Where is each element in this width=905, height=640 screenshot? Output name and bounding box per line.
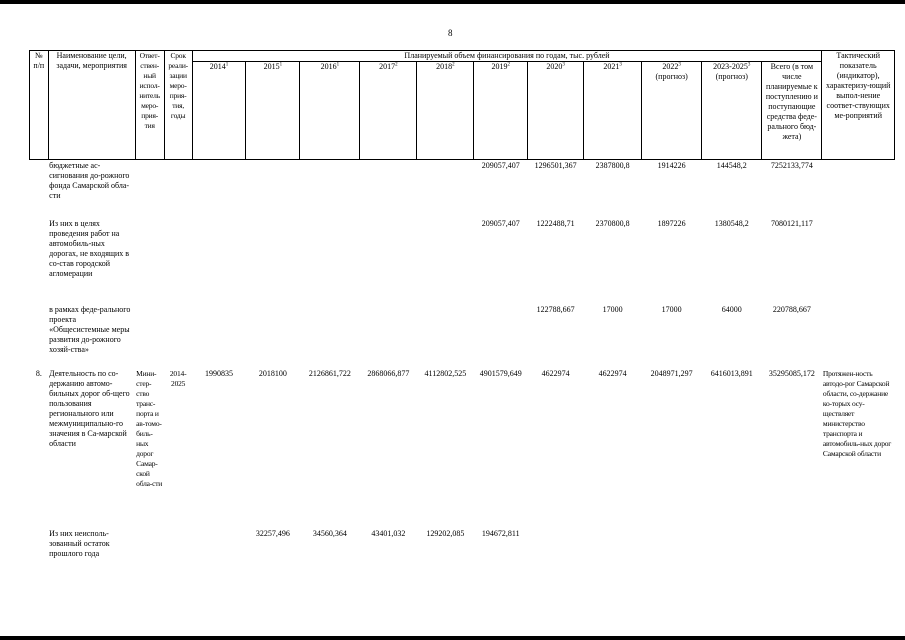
row-value: 4901579,649 [479, 368, 522, 378]
row-total: 220788,667 [772, 304, 811, 314]
year-footnote: 3 [562, 62, 565, 68]
row-value [474, 304, 528, 368]
row-executor [135, 218, 164, 304]
bottom-border [0, 636, 905, 640]
year-footnote: 2 [395, 62, 398, 68]
row-value: 4622974 [598, 368, 627, 378]
row-total: 7080121,117 [771, 218, 813, 228]
table-row [30, 218, 895, 304]
header-year [528, 62, 584, 160]
row-value: 1296501,367 [534, 161, 577, 170]
year-label: 2018 [436, 62, 453, 71]
row-term [164, 304, 192, 368]
year-footnote: 1 [279, 62, 283, 68]
header-year [360, 62, 417, 160]
row-executor [135, 528, 164, 568]
row-name: Деятельность по со-держанию автомо-бильных дорог об-щего пользования регионального или межмуниципально-го значения в Са-марской области [49, 368, 130, 448]
row-value [360, 160, 417, 218]
row-name: бюджетные ас-сигнования до-рожного фонда Самарской обла-сти [49, 161, 130, 200]
year-footnote: 3 [619, 62, 622, 68]
row-value: 32257,496 [255, 528, 290, 538]
row-number [30, 218, 49, 304]
year-footnote: 1 [225, 62, 229, 68]
header-year [300, 62, 360, 160]
header-num: № п/п [30, 51, 49, 160]
row-value: 122788,667 [536, 304, 575, 314]
row-indicator [822, 528, 895, 568]
row-value: 2126861,722 [308, 368, 351, 378]
row-indicator [822, 160, 895, 218]
row-total [762, 528, 822, 568]
header-year [246, 62, 300, 160]
row-value: 1222488,71 [536, 218, 575, 228]
row-indicator [822, 218, 895, 304]
row-value [417, 160, 474, 218]
row-indicator [822, 304, 895, 368]
row-value: 1990835 [205, 368, 234, 378]
header-planned-title: Планируемый объем финансирования по годам, тыс. рублей [192, 51, 822, 62]
row-total: 35295085,172 [768, 368, 815, 378]
header-total: Всего (в том числе планируемые к поступлению и поступающие средства феде-рального бюд-жета) [762, 62, 822, 160]
row-value [417, 304, 474, 368]
year-label: 2019 [491, 62, 508, 71]
header-term: Срок реали-зации меро-прия-тия, годы [164, 51, 192, 160]
row-value [702, 528, 762, 568]
year-label: 2021 [603, 62, 620, 71]
row-value: 1897226 [657, 218, 686, 228]
row-value: 17000 [602, 304, 623, 314]
header-executor: Ответ-ствен-ный испол-нитель меро-прия-тия [135, 51, 164, 160]
year-label: 2023-2025 [713, 62, 748, 71]
row-value [417, 218, 474, 304]
row-value: 2868066,877 [367, 368, 410, 378]
row-value: 2370800,8 [595, 218, 630, 228]
row-number: 8. [35, 368, 42, 378]
row-value [192, 218, 246, 304]
row-value: 2048971,297 [650, 368, 693, 378]
row-number [30, 528, 49, 568]
row-value: 129202,085 [426, 528, 465, 538]
table-row [30, 160, 895, 218]
header-name: Наименование цели, задачи, мероприятия [48, 51, 135, 160]
row-number [30, 304, 49, 368]
year-footnote: 3 [747, 62, 751, 68]
row-name: Из них в целях проведения работ на автомобиль-ных дорогах, не входящих в со-став городской агломерации [49, 218, 130, 278]
header-year [192, 62, 246, 160]
row-value [360, 304, 417, 368]
header-year [417, 62, 474, 160]
year-label: 2017 [379, 62, 396, 71]
row-value: 34560,364 [312, 528, 347, 538]
row-value: 4622974 [541, 368, 570, 378]
header-year [584, 62, 642, 160]
table-row [30, 368, 895, 528]
header-year [702, 62, 762, 160]
row-value [246, 218, 300, 304]
year-label: 2020 [546, 62, 563, 71]
financing-table [29, 50, 895, 568]
header-indicator: Тактический показатель (индикатор), характеризу-ющий выпол-нение соответ-ствующих ме-роприятий [822, 51, 895, 160]
row-term: 2014-2025 [169, 368, 187, 388]
row-value: 4112802,525 [424, 368, 467, 378]
year-footnote: 1 [336, 62, 340, 68]
row-number [30, 160, 49, 218]
year-footnote: 3 [678, 62, 681, 68]
row-name: в рамках феде-рального проекта «Общесистемные меры развития до-рожного хозяй-ства» [49, 304, 131, 354]
row-term [164, 218, 192, 304]
year-note: (прогноз) [715, 72, 748, 81]
year-label: 2015 [263, 62, 280, 71]
row-value [528, 528, 584, 568]
row-term [164, 528, 192, 568]
year-note: (прогноз) [655, 72, 688, 81]
row-indicator: Протяжен-ность автодо-рог Самарской области, со-держание ко-торых осу-ществляет министерство транспорта и автомобиль-ных дорог Самарской области [822, 368, 892, 458]
row-value: 43401,032 [371, 528, 406, 538]
year-footnote: 2 [452, 62, 455, 68]
year-footnote: 2 [507, 62, 511, 68]
row-value: 144548,2 [716, 161, 747, 170]
row-executor [135, 304, 164, 368]
row-value [584, 528, 642, 568]
row-value [192, 304, 246, 368]
year-label: 2022 [662, 62, 679, 71]
row-value: 1380548,2 [714, 218, 749, 228]
page-number: 8 [448, 28, 453, 38]
row-value: 6416013,891 [710, 368, 753, 378]
year-label: 2014 [209, 62, 226, 71]
row-value: 1914226 [657, 161, 686, 170]
row-value: 209057,407 [481, 161, 520, 170]
year-label: 2016 [320, 62, 337, 71]
row-value [642, 528, 702, 568]
row-term [164, 160, 192, 218]
row-value [300, 218, 360, 304]
row-value: 2018100 [258, 368, 287, 378]
row-value [192, 528, 246, 568]
row-executor [135, 160, 164, 218]
table-row [30, 528, 895, 568]
row-value [300, 160, 360, 218]
row-value [192, 160, 246, 218]
row-executor: Мини-стер-ство транс-порта и ав-томо-биль-ных дорог Самар-ской обла-сти [136, 368, 163, 488]
row-value: 64000 [721, 304, 742, 314]
table-row [30, 304, 895, 368]
row-value: 209057,407 [481, 218, 520, 228]
row-value [360, 218, 417, 304]
row-value: 17000 [661, 304, 682, 314]
row-name: Из них неисполь-зованный остаток прошлого года [49, 528, 110, 558]
row-total: 7252133,774 [770, 161, 813, 170]
row-value [246, 160, 300, 218]
top-border [0, 0, 905, 4]
row-value: 2387800,8 [595, 161, 630, 170]
header-year [474, 62, 528, 160]
row-value [246, 304, 300, 368]
row-value: 194672,811 [481, 528, 520, 538]
row-value [300, 304, 360, 368]
header-year [642, 62, 702, 160]
